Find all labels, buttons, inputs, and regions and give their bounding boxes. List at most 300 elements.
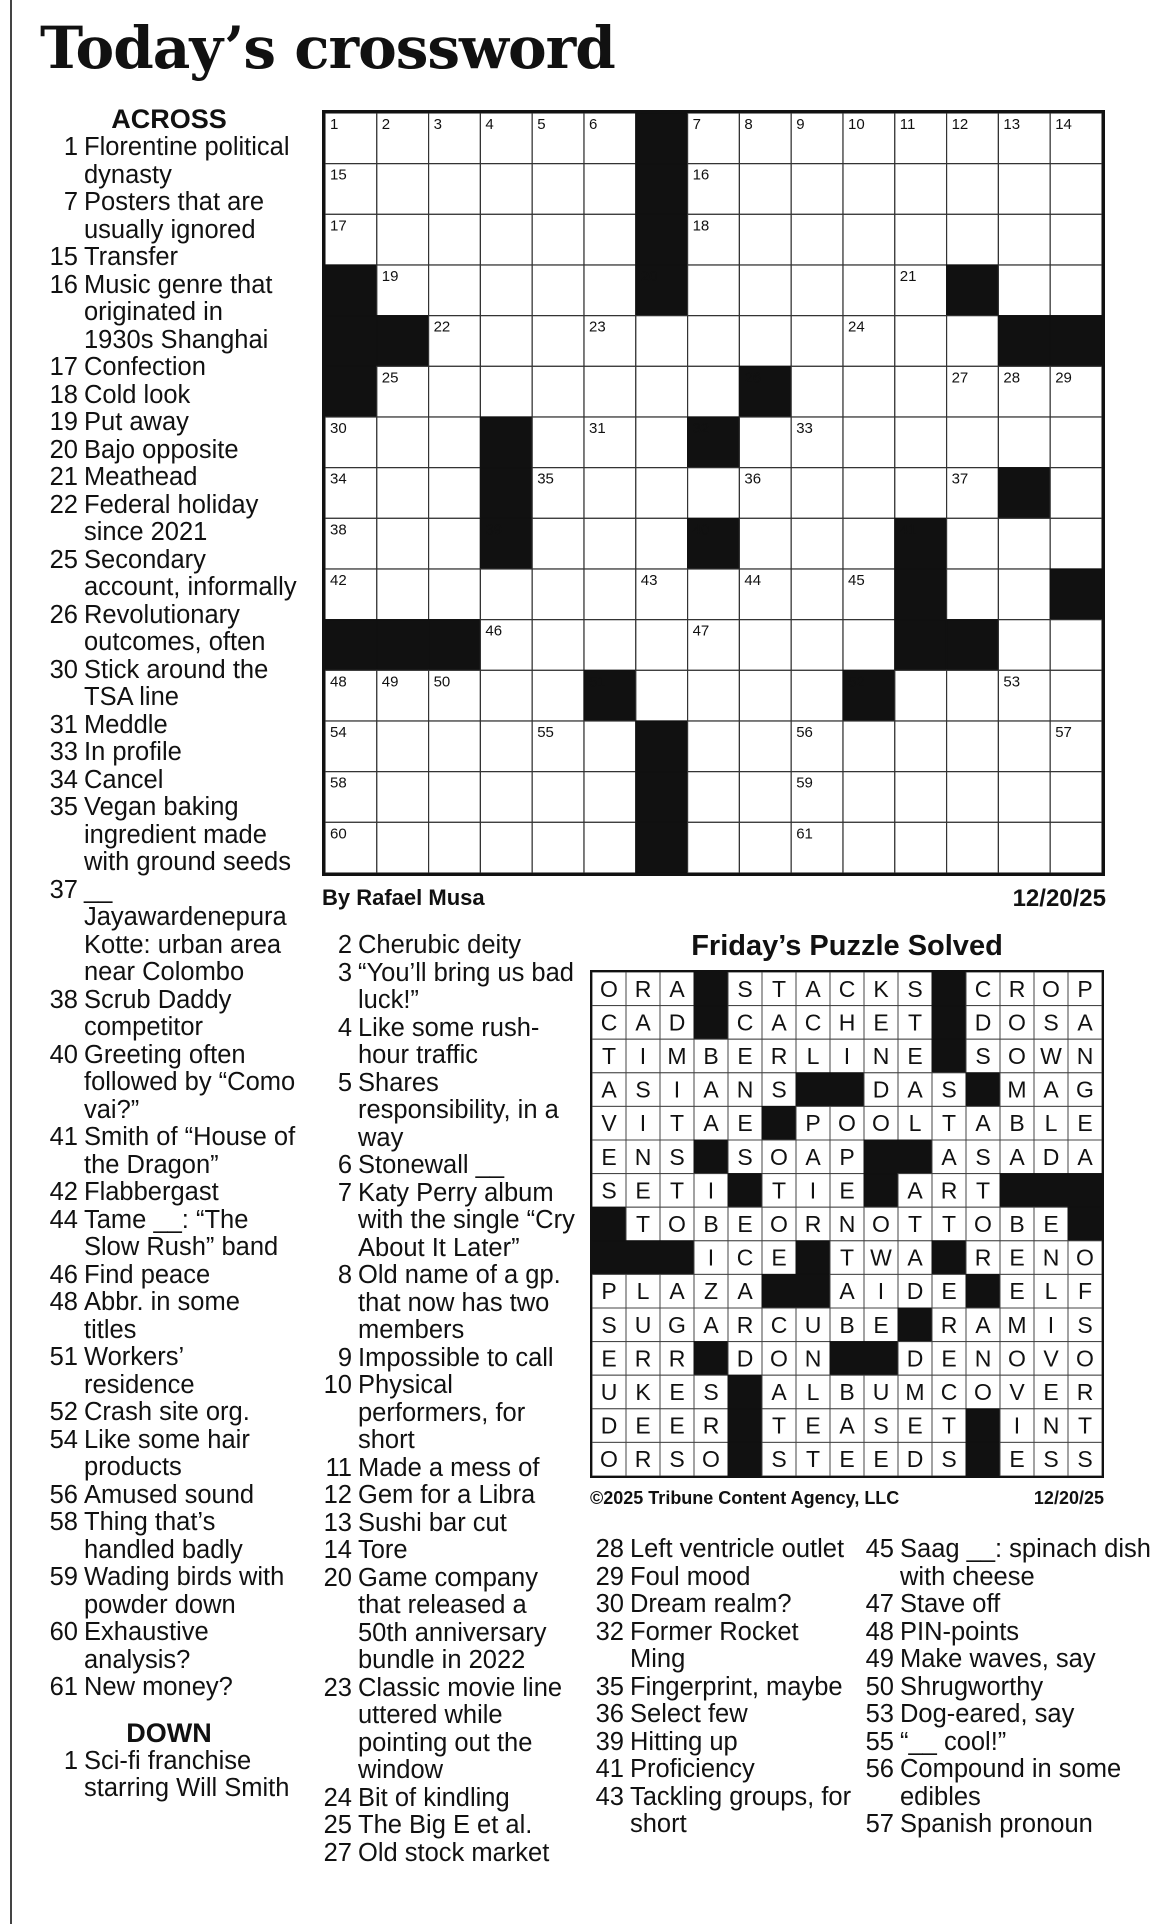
down-clue[interactable]	[312, 1262, 582, 1345]
solution-letter: D	[872, 1076, 890, 1103]
solution-letter: C	[600, 1009, 618, 1036]
cell-number: 56	[796, 724, 813, 741]
grid-cell[interactable]	[688, 569, 740, 620]
solution-letter: A	[1009, 1143, 1025, 1170]
down-clue[interactable]	[312, 1180, 582, 1263]
grid-cell[interactable]	[688, 772, 740, 823]
block-cell	[636, 772, 688, 823]
grid-cell[interactable]	[636, 316, 688, 367]
across-clue[interactable]	[40, 739, 298, 767]
grid-cell[interactable]	[1050, 772, 1102, 823]
grid-cell[interactable]	[998, 265, 1050, 316]
grid-cell[interactable]	[998, 569, 1050, 620]
grid-cell[interactable]	[895, 366, 947, 417]
grid-cell[interactable]	[791, 366, 843, 417]
down-clue[interactable]	[858, 1729, 1158, 1757]
block-cell	[636, 164, 688, 215]
across-clue[interactable]	[40, 272, 298, 355]
down-clue[interactable]	[312, 1015, 582, 1070]
grid-cell[interactable]	[480, 822, 532, 873]
grid-cell[interactable]	[636, 468, 688, 519]
grid-cell[interactable]	[688, 265, 740, 316]
solution-letter: B	[703, 1211, 719, 1237]
grid-cell[interactable]	[584, 620, 636, 671]
grid-cell[interactable]	[636, 620, 688, 671]
grid-cell[interactable]	[739, 772, 791, 823]
solution-block	[660, 1241, 694, 1275]
across-clue[interactable]	[40, 767, 298, 795]
across-clue[interactable]	[40, 492, 298, 547]
solution-letter: C	[736, 1009, 754, 1036]
across-clue[interactable]	[40, 1427, 298, 1482]
grid-cell[interactable]	[688, 316, 740, 367]
grid-cell[interactable]	[636, 417, 688, 468]
clue-number: 50	[865, 1672, 894, 1701]
across-clue[interactable]	[40, 1344, 298, 1399]
grid-cell[interactable]	[532, 772, 584, 823]
grid-cell[interactable]	[895, 670, 947, 721]
across-clue[interactable]	[40, 1179, 298, 1207]
grid-cell[interactable]	[843, 164, 895, 215]
grid-cell[interactable]	[739, 822, 791, 873]
grid-cell[interactable]	[584, 214, 636, 265]
grid-cell[interactable]	[377, 569, 429, 620]
grid-cell[interactable]	[843, 721, 895, 772]
crossword-grid[interactable]	[322, 110, 1105, 876]
across-clue[interactable]	[40, 382, 298, 410]
down-clue[interactable]	[312, 932, 582, 960]
solution-letter: K	[873, 975, 889, 1002]
grid-cell[interactable]	[480, 721, 532, 772]
solution-letter: E	[669, 1412, 685, 1439]
down-clue[interactable]	[312, 1785, 582, 1813]
grid-cell[interactable]	[1050, 265, 1102, 316]
grid-cell[interactable]	[688, 468, 740, 519]
grid-cell[interactable]	[532, 164, 584, 215]
down-clue[interactable]	[858, 1591, 1158, 1619]
clue-number: 30	[49, 655, 78, 684]
grid-cell[interactable]	[895, 822, 947, 873]
block-cell	[998, 468, 1050, 519]
grid-cell[interactable]	[532, 822, 584, 873]
clue-number: 33	[49, 738, 78, 766]
grid-cell[interactable]	[480, 265, 532, 316]
clue-number: 28	[595, 1535, 624, 1563]
down-clue[interactable]	[858, 1536, 1158, 1591]
across-clue[interactable]	[40, 244, 298, 272]
grid-cell[interactable]	[1050, 214, 1102, 265]
down-clue[interactable]	[312, 1152, 582, 1180]
grid-cell[interactable]	[429, 265, 481, 316]
across-clue[interactable]	[40, 794, 298, 877]
grid-cell[interactable]	[739, 316, 791, 367]
grid-cell[interactable]	[947, 518, 999, 569]
grid-cell[interactable]	[843, 417, 895, 468]
clue-number: 17	[49, 353, 78, 381]
grid-cell[interactable]	[998, 214, 1050, 265]
cell-number: 28	[1003, 369, 1021, 387]
block-cell	[1050, 569, 1102, 620]
grid-cell[interactable]	[947, 316, 999, 367]
grid-cell[interactable]	[429, 468, 481, 519]
down-clue[interactable]	[312, 1812, 582, 1840]
grid-cell[interactable]	[429, 721, 481, 772]
clue-text: Tame __: “The Slow Rush” band	[84, 1205, 279, 1261]
grid-cell[interactable]	[947, 569, 999, 620]
grid-cell[interactable]	[1050, 417, 1102, 468]
down-clue[interactable]	[312, 1070, 582, 1153]
across-clue[interactable]	[40, 134, 298, 189]
clue-number: 18	[49, 380, 78, 409]
down-clue[interactable]	[588, 1619, 856, 1674]
across-clue[interactable]	[40, 464, 298, 492]
across-clue[interactable]	[40, 189, 298, 244]
solution-letter: B	[1009, 1211, 1025, 1237]
grid-cell[interactable]	[947, 670, 999, 721]
down-clue[interactable]	[312, 1510, 582, 1538]
across-clue[interactable]	[40, 1482, 298, 1510]
clue-number: 20	[323, 1563, 352, 1592]
solution-block	[898, 1308, 932, 1342]
solution-block	[1000, 1174, 1034, 1208]
grid-cell[interactable]	[429, 772, 481, 823]
grid-cell[interactable]	[998, 164, 1050, 215]
clue-text: Scrub Daddy competitor	[84, 985, 232, 1041]
cell-number: 14	[1055, 116, 1072, 133]
across-clue[interactable]	[40, 602, 298, 657]
grid-cell[interactable]	[377, 468, 429, 519]
solution-letter: E	[1009, 1244, 1025, 1271]
grid-cell[interactable]	[998, 417, 1050, 468]
grid-cell[interactable]	[584, 265, 636, 316]
grid-cell[interactable]	[843, 265, 895, 316]
down-clue[interactable]	[588, 1674, 856, 1702]
grid-cell[interactable]	[791, 518, 843, 569]
down-clue[interactable]	[858, 1701, 1158, 1729]
down-clue[interactable]	[588, 1701, 856, 1729]
grid-cell[interactable]	[895, 417, 947, 468]
grid-cell[interactable]	[480, 670, 532, 721]
across-clue[interactable]	[40, 1262, 298, 1290]
clue-number: 52	[49, 1398, 78, 1426]
cell-number: 38	[330, 521, 347, 539]
grid-cell[interactable]	[532, 417, 584, 468]
cell-number: 43	[640, 572, 658, 589]
cell-number: 21	[899, 268, 917, 285]
across-clue[interactable]	[40, 1042, 298, 1125]
solution-letter: A	[941, 1143, 957, 1170]
grid-cell[interactable]	[1050, 670, 1102, 721]
grid-cell[interactable]	[739, 620, 791, 671]
grid-cell[interactable]	[739, 214, 791, 265]
grid-cell[interactable]	[532, 366, 584, 417]
grid-cell[interactable]	[532, 265, 584, 316]
clue-text: Game company that released a 50th anniversary bundle in 2022	[358, 1563, 547, 1674]
down-clue[interactable]	[588, 1729, 856, 1757]
grid-cell[interactable]	[584, 366, 636, 417]
down-clue[interactable]	[312, 1565, 582, 1675]
grid-cell[interactable]	[532, 670, 584, 721]
block-cell	[377, 620, 429, 671]
grid-cell[interactable]	[791, 569, 843, 620]
cell-number: 33	[796, 420, 813, 437]
down-clue[interactable]	[312, 1537, 582, 1565]
grid-cell[interactable]	[791, 620, 843, 671]
grid-cell[interactable]	[636, 670, 688, 721]
solution-letter: E	[907, 1043, 923, 1069]
across-clue[interactable]	[40, 1207, 298, 1262]
down-clue[interactable]	[312, 1345, 582, 1373]
grid-cell[interactable]	[377, 721, 429, 772]
grid-cell[interactable]	[584, 721, 636, 772]
solution-block	[694, 1006, 728, 1040]
clue-text: Stick around the TSA line	[84, 655, 269, 711]
grid-cell[interactable]	[377, 417, 429, 468]
grid-cell[interactable]	[739, 164, 791, 215]
grid-cell[interactable]	[688, 670, 740, 721]
grid-cell[interactable]	[791, 468, 843, 519]
grid-cell[interactable]	[584, 569, 636, 620]
grid-cell[interactable]	[429, 518, 481, 569]
cell-number: 11	[899, 116, 916, 133]
grid-cell[interactable]	[1050, 468, 1102, 519]
grid-cell[interactable]	[843, 620, 895, 671]
across-clue[interactable]	[40, 1509, 298, 1564]
solution-letter: D	[906, 1278, 924, 1305]
down-clue[interactable]	[588, 1536, 856, 1564]
grid-cell[interactable]	[532, 214, 584, 265]
grid-cell[interactable]	[377, 164, 429, 215]
clue-number: 23	[323, 1673, 352, 1702]
solution-letter: R	[634, 1446, 652, 1473]
down-clue[interactable]	[588, 1784, 856, 1839]
grid-cell[interactable]	[895, 164, 947, 215]
down-clue[interactable]	[588, 1756, 856, 1784]
grid-cell[interactable]	[480, 772, 532, 823]
grid-cell[interactable]	[429, 214, 481, 265]
solution-letter: U	[804, 1311, 822, 1338]
solution-letter: S	[737, 975, 753, 1002]
clue-number: 31	[49, 710, 78, 739]
across-clue[interactable]	[40, 354, 298, 382]
grid-cell[interactable]	[480, 366, 532, 417]
grid-cell[interactable]	[429, 417, 481, 468]
solution-letter: I	[1013, 1412, 1021, 1439]
across-clue[interactable]	[40, 712, 298, 740]
grid-cell[interactable]	[791, 214, 843, 265]
grid-cell[interactable]	[739, 265, 791, 316]
down-clue[interactable]	[312, 1482, 582, 1510]
grid-cell[interactable]	[480, 569, 532, 620]
grid-cell[interactable]	[584, 822, 636, 873]
grid-cell[interactable]	[636, 518, 688, 569]
clue-text: Shares responsibility, in a way	[358, 1068, 559, 1152]
block-cell	[636, 721, 688, 772]
grid-cell[interactable]	[377, 822, 429, 873]
grid-cell[interactable]	[791, 670, 843, 721]
clue-number: 41	[49, 1123, 78, 1151]
grid-cell[interactable]	[895, 468, 947, 519]
grid-cell[interactable]	[739, 417, 791, 468]
grid-cell[interactable]	[532, 518, 584, 569]
grid-cell[interactable]	[895, 214, 947, 265]
solution-letter: A	[907, 1076, 923, 1103]
down-clue[interactable]	[312, 1372, 582, 1455]
grid-cell[interactable]	[532, 620, 584, 671]
solution-letter: L	[908, 1110, 922, 1137]
grid-cell[interactable]	[998, 518, 1050, 569]
across-clue[interactable]	[40, 437, 298, 465]
grid-cell[interactable]	[998, 620, 1050, 671]
grid-cell[interactable]	[791, 265, 843, 316]
solution-letter: P	[1077, 975, 1093, 1002]
grid-cell[interactable]	[843, 772, 895, 823]
grid-cell[interactable]	[1050, 518, 1102, 569]
solution-letter: S	[635, 1076, 651, 1103]
across-clue[interactable]	[40, 409, 298, 437]
grid-cell[interactable]	[1050, 822, 1102, 873]
grid-cell[interactable]	[584, 518, 636, 569]
solution-letter: S	[975, 1043, 991, 1069]
grid-cell[interactable]	[895, 772, 947, 823]
clue-text: Posters that are usually ignored	[84, 188, 265, 244]
grid-cell[interactable]	[791, 164, 843, 215]
solution-block	[864, 1342, 898, 1376]
grid-cell[interactable]	[377, 518, 429, 569]
down-clue[interactable]	[588, 1564, 856, 1592]
grid-cell[interactable]	[895, 721, 947, 772]
grid-cell[interactable]	[688, 721, 740, 772]
grid-cell[interactable]	[947, 214, 999, 265]
grid-cell[interactable]	[843, 822, 895, 873]
solution-letter: R	[974, 1244, 992, 1271]
cell-number: 8	[744, 116, 753, 133]
cell-number: 36	[744, 470, 762, 488]
grid-cell[interactable]	[429, 569, 481, 620]
clue-text: Left ventricle outlet	[630, 1535, 845, 1563]
solution-letter: I	[639, 1043, 647, 1069]
solution-letter: N	[974, 1345, 992, 1372]
down-clue[interactable]	[588, 1591, 856, 1619]
solution-letter: A	[839, 1278, 855, 1305]
grid-cell[interactable]	[947, 417, 999, 468]
clue-number: 6	[337, 1151, 352, 1179]
solution-letter: D	[736, 1345, 754, 1372]
cell-number: 4	[485, 116, 494, 133]
across-clue[interactable]	[40, 877, 298, 987]
cell-number: 18	[692, 217, 710, 235]
grid-cell[interactable]	[688, 366, 740, 417]
across-clue[interactable]	[40, 1289, 298, 1344]
clue-text: Impossible to call	[358, 1343, 554, 1372]
grid-cell[interactable]	[998, 721, 1050, 772]
across-clue[interactable]	[40, 987, 298, 1042]
grid-cell[interactable]	[843, 468, 895, 519]
grid-cell[interactable]	[998, 772, 1050, 823]
solution-letter: A	[975, 1311, 991, 1338]
grid-cell[interactable]	[429, 164, 481, 215]
solution-letter: R	[702, 1412, 720, 1439]
grid-cell[interactable]	[947, 822, 999, 873]
down-clue[interactable]	[858, 1674, 1158, 1702]
solution-block	[694, 1342, 728, 1376]
grid-cell[interactable]	[584, 164, 636, 215]
grid-cell[interactable]	[1050, 620, 1102, 671]
grid-cell[interactable]	[895, 316, 947, 367]
grid-cell[interactable]	[429, 366, 481, 417]
solution-block	[898, 1140, 932, 1174]
solution-letter: E	[873, 1009, 889, 1036]
grid-cell[interactable]	[791, 316, 843, 367]
grid-cell[interactable]	[480, 214, 532, 265]
grid-cell[interactable]	[377, 772, 429, 823]
down-clue[interactable]	[858, 1619, 1158, 1647]
solution-letter: R	[1076, 1379, 1094, 1405]
grid-cell[interactable]	[377, 214, 429, 265]
solution-letter: M	[1007, 1311, 1027, 1338]
across-clue[interactable]	[40, 547, 298, 602]
grid-cell[interactable]	[947, 721, 999, 772]
grid-cell[interactable]	[636, 366, 688, 417]
cell-number: 35	[537, 470, 554, 488]
grid-cell[interactable]	[532, 569, 584, 620]
across-clue[interactable]	[40, 1399, 298, 1427]
solution-block	[592, 1241, 626, 1275]
grid-cell[interactable]	[998, 822, 1050, 873]
down-clue[interactable]	[858, 1756, 1158, 1811]
down-clue[interactable]	[40, 1748, 298, 1803]
cell-number: 55	[537, 724, 554, 741]
across-clue[interactable]	[40, 657, 298, 712]
grid-cell[interactable]	[1050, 164, 1102, 215]
solution-letter: V	[1009, 1379, 1025, 1405]
solution-letter: O	[1042, 975, 1060, 1002]
grid-cell[interactable]	[843, 366, 895, 417]
grid-cell[interactable]	[947, 164, 999, 215]
grid-cell[interactable]	[480, 316, 532, 367]
across-clue[interactable]	[40, 1674, 298, 1702]
grid-cell[interactable]	[584, 468, 636, 519]
grid-cell[interactable]	[584, 772, 636, 823]
down-clue[interactable]	[312, 1840, 582, 1868]
grid-cell[interactable]	[843, 214, 895, 265]
grid-cell[interactable]	[739, 670, 791, 721]
down-clue[interactable]	[858, 1646, 1158, 1674]
clue-text: Workers’ residence	[84, 1343, 195, 1399]
across-clue[interactable]	[40, 1124, 298, 1179]
solution-letter: E	[941, 1278, 957, 1305]
grid-cell[interactable]	[739, 518, 791, 569]
down-clue[interactable]	[858, 1811, 1158, 1839]
down-clue[interactable]	[312, 1675, 582, 1785]
solution-letter: A	[771, 1009, 787, 1036]
clue-text: Flabbergast	[84, 1178, 219, 1206]
clue-number: 25	[49, 545, 78, 574]
down-clue[interactable]	[312, 960, 582, 1015]
across-clue[interactable]	[40, 1619, 298, 1674]
grid-cell[interactable]	[429, 822, 481, 873]
grid-cell[interactable]	[947, 772, 999, 823]
grid-cell[interactable]	[739, 721, 791, 772]
down-clue[interactable]	[312, 1455, 582, 1483]
grid-cell[interactable]	[532, 316, 584, 367]
grid-cell[interactable]	[843, 518, 895, 569]
grid-cell[interactable]	[688, 822, 740, 873]
clue-number: 47	[865, 1590, 894, 1618]
grid-cell[interactable]	[480, 164, 532, 215]
solution-letter: S	[703, 1379, 719, 1405]
across-clue[interactable]	[40, 1564, 298, 1619]
